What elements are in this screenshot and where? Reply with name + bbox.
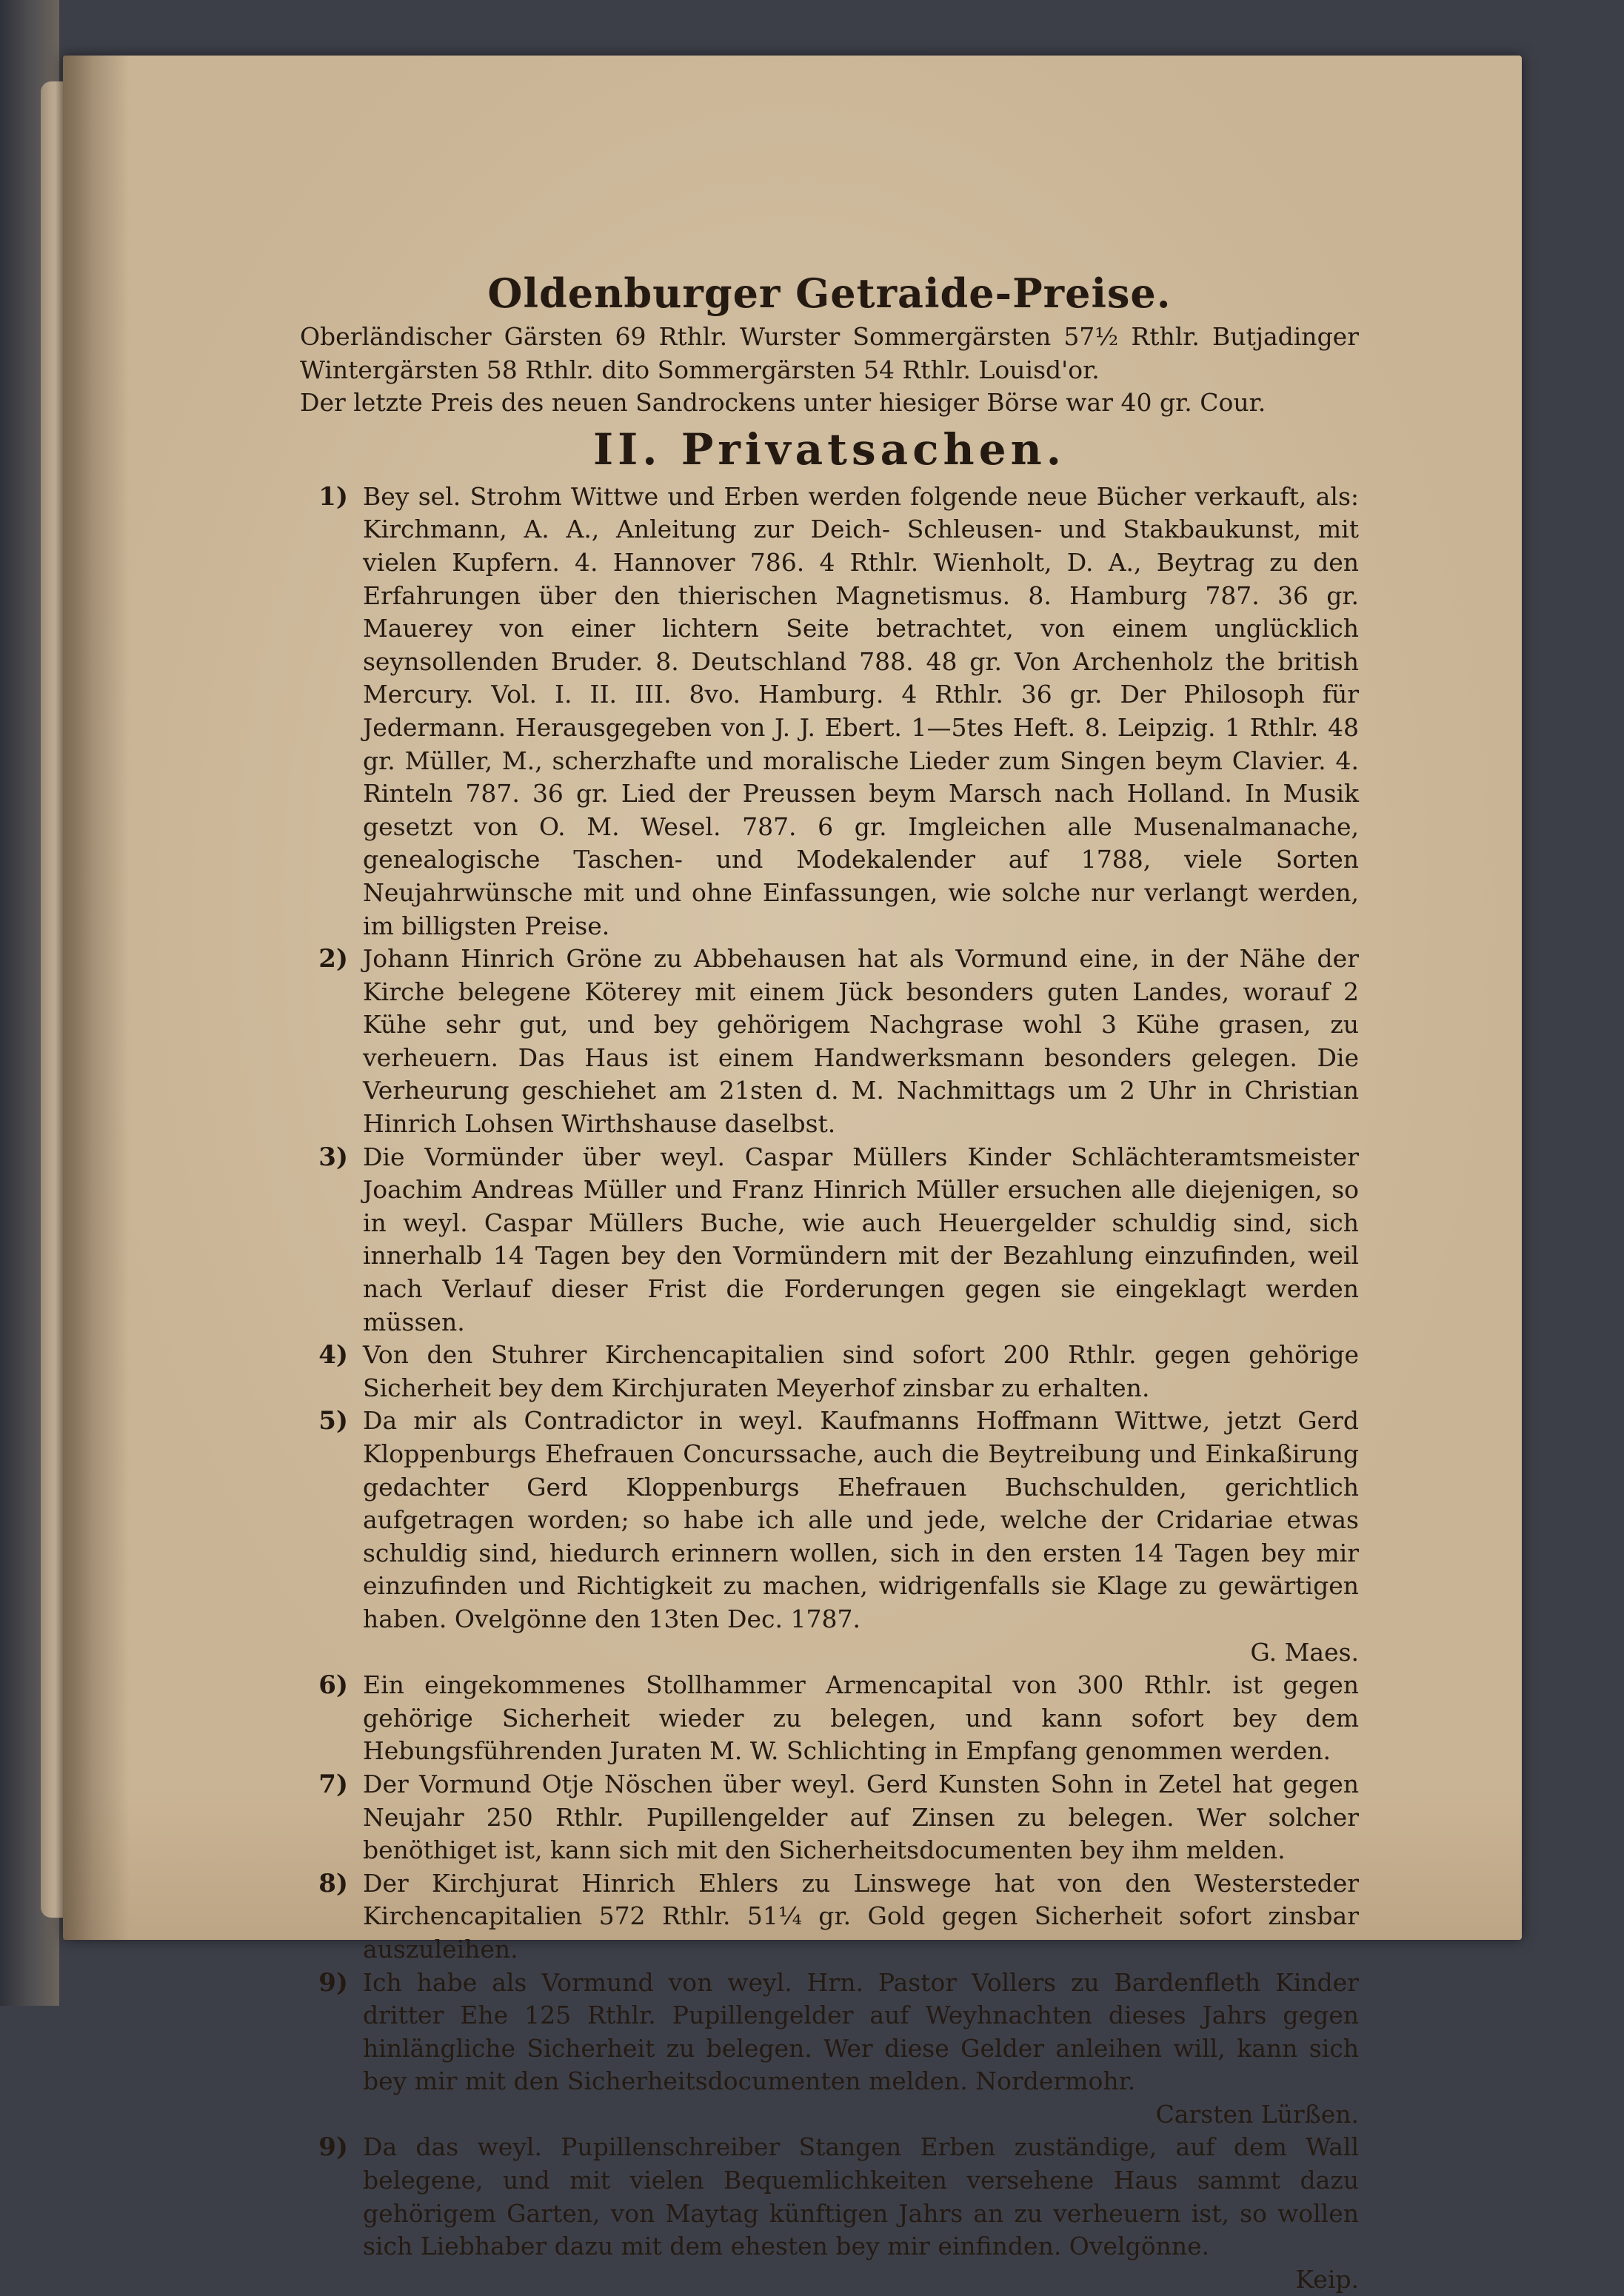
notice-entry-8 — [300, 1867, 1359, 1967]
entry-number: 6) — [318, 1670, 348, 1701]
entry-number: 9) — [318, 1967, 348, 1998]
entry-text: Von den Stuhrer Kirchencapitalien sind sofort 200 Rthlr. gegen gehörige Sicherheit bey dem Kirchjuraten Meyerhof zinsbar zu erhalten. — [363, 1340, 1359, 1402]
entry-signature: G. Maes. — [1250, 1637, 1359, 1667]
entry-number: 5) — [318, 1406, 348, 1436]
page-title: Oldenburger Getraide-Preise. — [487, 270, 1172, 317]
entry-number: 3) — [318, 1142, 348, 1172]
notice-entry-2 — [300, 943, 1359, 1141]
entry-text: Die Vormünder über weyl. Caspar Müllers Kinder Schlächteramtsmeister Joachim Andreas Müller und Franz Hinrich Müller ersuchen alle diejenigen, so in weyl. Caspar Müllers Buche, wie auch Heuergelder schuldig sind, sich innerhalb 14 Tagen bey den Vormündern mit der Bezahlung einzufinden, weil nach Verlauf dieser Frist die Forderungen gegen sie eingeklagt werden müssen. — [363, 1142, 1359, 1336]
entry-number: 1) — [318, 481, 348, 512]
entry-number: 7) — [318, 1769, 348, 1799]
entry-signature: Carsten Lürßen. — [1155, 2099, 1359, 2129]
price-line-1: Oberländischer Gärsten 69 Rthlr. Wurster Sommergärsten 57½ Rthlr. Butjadinger Wintergärsten 58 Rthlr. dito Sommergärsten 54 Rthlr. Louisd'or. — [300, 322, 1359, 384]
entry-text: Ein eingekommenes Stollhammer Armencapital von 300 Rthlr. ist gegen gehörige Sicherheit wieder zu belegen, und kann sofort bey dem Hebungsführenden Juraten M. W. Schlichting in Empfang genommen werden. — [363, 1670, 1359, 1766]
notice-entry-10 — [300, 2131, 1359, 2296]
notice-entry-5 — [300, 1405, 1359, 1669]
section-heading: II. Privatsachen. — [593, 424, 1066, 475]
page-gutter-shadow — [63, 56, 130, 1940]
entry-text: Johann Hinrich Gröne zu Abbehausen hat als Vormund eine, in der Nähe der Kirche belegene Köterey mit einem Jück besonders guten Landes, worauf 2 Kühe sehr gut, und bey gehörigem Nachgrase wohl 3 Kühe grasen, zu verheuern. Das Haus ist einem Handwerksmann besonders gelegen. Die Verheurung geschiehet am 21sten d. M. Nachmittags um 2 Uhr in Christian Hinrich Lohsen Wirthshause daselbst. — [363, 944, 1359, 1139]
notice-entry-1 — [300, 481, 1359, 943]
entry-number: 9) — [318, 2132, 348, 2163]
entry-number: 2) — [318, 944, 348, 974]
entry-signature: Keip. — [1295, 2264, 1359, 2294]
entry-text: Der Vormund Otje Nöschen über weyl. Gerd Kunsten Sohn in Zetel hat gegen Neujahr 250 Rthlr. Pupillengelder auf Zinsen zu belegen. Wer solcher benöthiget ist, kann sich mit den Sicherheitsdocumenten bey ihm melden. — [363, 1769, 1359, 1865]
notice-entry-3 — [300, 1141, 1359, 1339]
entry-text: Da das weyl. Pupillenschreiber Stangen Erben zuständige, auf dem Wall belegene, und mit vielen Bequemlichkeiten versehene Haus sammt dazu gehörigem Garten, von Maytag künftigen Jahrs an zu verheuern ist, so wollen sich Liebhaber dazu mit dem ehesten bey mir einfinden. Ovelgönne. — [363, 2132, 1359, 2261]
entry-number: 8) — [318, 1868, 348, 1898]
entry-text: Bey sel. Strohm Wittwe und Erben werden folgende neue Bücher verkauft, als: Kirchmann, A. A., Anleitung zur Deich- Schleusen- und Stakbaukunst, mit vielen Kupfern. 4. Hannover 786. 4 Rthlr. Wienholt, D. A., Beytrag zu den Erfahrungen über den thierischen Magnetismus. 8. Hamburg 787. 36 gr. Mauerey von einer lichtern Seite betrachtet, von einem unglücklich seynsollenden Bruder. 8. Deutschland 788. 48 gr. Von Archenholz the british Mercury. Vol. I. II. III. 8vo. Hamburg. 4 Rthlr. 36 gr. Der Philosoph für Jedermann. Herausgegeben von J. J. Ebert. 1—5tes Heft. 8. Leipzig. 1 Rthlr. 48 gr. Müller, M., scherzhafte und moralische Lieder zum Singen beym Clavier. 4. Rinteln 787. 36 gr. Lied der Preussen beym Marsch nach Holland. In Musik gesetzt von O. M. Wesel. 787. 6 gr. Imgleichen alle Musenalmanache, genealogische Taschen- und Modekalender auf 1788, viele Sorten Neujahrwünsche mit und ohne Einfassungen, wie solche nur verlangt werden, im billigsten Preise. — [363, 481, 1359, 940]
notice-entry-4 — [300, 1339, 1359, 1405]
notice-entry-6 — [300, 1669, 1359, 1768]
document-page — [63, 56, 1522, 2294]
entry-text: Da mir als Contradictor in weyl. Kaufmanns Hoffmann Wittwe, jetzt Gerd Kloppenburgs Ehefrauen Concurssache, auch die Beytreibung und Einkaßirung gedachter Gerd Kloppenburgs Ehefrauen Buchschulden, gerichtlich aufgetragen worden; so habe ich alle und jede, welche der Cridariae etwas schuldig sind, hiedurch erinnern wollen, sich in den ersten 14 Tagen bey mir einzufinden und Richtigkeit zu machen, widrigenfalls sie Klage zu gewärtigen haben. Ovelgönne den 13ten Dec. 1787. — [363, 1406, 1359, 1633]
entry-text: Ich habe als Vormund von weyl. Hrn. Pastor Vollers zu Bardenfleth Kinder dritter Ehe 125 Rthlr. Pupillengelder auf Weyhnachten dieses Jahrs gegen hinlängliche Sicherheit zu belegen. Wer diese Gelder anleihen will, kann sich bey mir mit den Sicherheitsdocumenten melden. Nordermohr. — [363, 1967, 1359, 2096]
notice-entry-7 — [300, 1768, 1359, 1867]
entry-number: 4) — [318, 1340, 348, 1370]
page-content — [300, 270, 1359, 2296]
price-line-2: Der letzte Preis des neuen Sandrockens unter hiesiger Börse war 40 gr. Cour. — [300, 388, 1266, 418]
entry-text: Der Kirchjurat Hinrich Ehlers zu Linswege hat von den Westersteder Kirchencapitalien 572 Rthlr. 51¼ gr. Gold gegen Sicherheit sofort zinsbar auszuleihen. — [363, 1868, 1359, 1964]
notice-entry-9 — [300, 1967, 1359, 2132]
